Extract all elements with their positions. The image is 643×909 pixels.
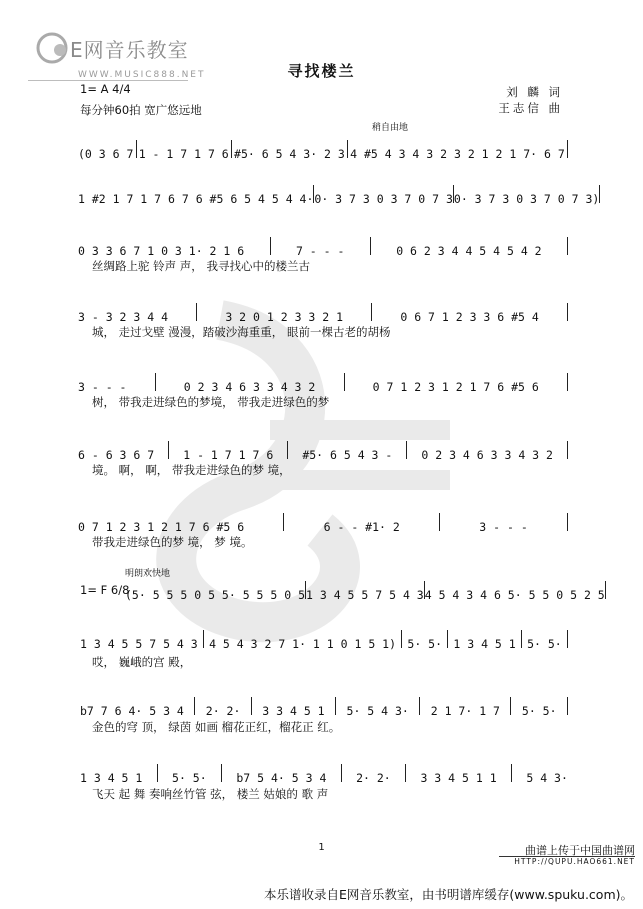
measure: 2 1 7· 1 7 [430, 704, 500, 718]
measure: 7 - - - [295, 244, 345, 258]
brand-name: E网音乐教室 [70, 38, 189, 62]
measure: 1 3 4 5 1 [453, 637, 516, 651]
measure: b7 5 4· 5 3 4 [236, 771, 327, 785]
measure: b7 7 6 4· 5 3 4 [80, 704, 184, 718]
measure: 0 2 3 4 6 3 3 4 3 2 [421, 448, 553, 462]
measure: 4 5 4 3 4 6 5· 5 5 0 5 2 5 [424, 588, 605, 602]
score-row-7 [78, 513, 568, 534]
lyric-line: 飞天 起 舞 奏响丝竹管 弦， 楼兰 姑娘的 歌 声 [92, 787, 329, 801]
measure: 4 5 4 3 2 7 1· 1 1 0 1 5 1) [209, 637, 397, 651]
tempo-marking: 每分钟60拍 宽广悠远地 [80, 103, 202, 117]
measure: 0 7 1 2 3 1 2 1 7 6 #5 6 [372, 380, 539, 394]
measure: 2· 2· [356, 771, 391, 785]
measure: 5· 5· [527, 637, 562, 651]
lyric-line: 树， 带我走进绿色的梦境， 带我走进绿色的梦 [92, 395, 330, 409]
section-tag-free: 稍自由地 [372, 123, 409, 133]
measure: 5· 5· [407, 637, 443, 651]
measure: 5· 5· [172, 771, 207, 785]
measure: 1 3 4 5 5 7 5 4 3 [80, 637, 198, 651]
score-row-8 [125, 581, 605, 602]
measure: 0 3 3 6 7 1 0 3 1· 2 1 6 [78, 244, 245, 258]
measure: #5· 6 5 4 3· 2 3 [234, 147, 345, 161]
measure: 6 - 6 3 6 7 [78, 448, 155, 462]
measure: 3 - - - [479, 520, 528, 534]
score-row-10 [80, 697, 568, 718]
measure: 3 - 3 2 3 4 4 [78, 310, 169, 324]
score-row-2 [78, 185, 600, 206]
page-number: 1 [318, 842, 325, 853]
measure: 1 3 4 5 1 [80, 771, 143, 785]
upload-site-label: 曲谱上传于中国曲谱网 [525, 844, 635, 857]
measure: 0· 3 7 3 0 3 7 0 7 3) [453, 192, 600, 206]
brand-domain: WWW.MUSIC888.NET [78, 70, 206, 80]
lyric-line: 哎， 巍峨的宫 殿， [92, 655, 192, 669]
score-row-5 [78, 373, 568, 394]
key-signature: 1= A 4/4 [80, 82, 131, 96]
footer-credit: 本乐谱收录自E网音乐教室，由书明谱库缓存(www.spuku.com)。 [264, 887, 633, 902]
upload-site-url[interactable]: HTTP://QUPU.HAO661.NET [514, 857, 635, 866]
measure: 3 - - - [78, 380, 127, 394]
score-row-1 [78, 140, 568, 161]
measure: 2· 2· [205, 704, 241, 718]
measure: 1 - 1 7 1 7 6 [138, 147, 229, 161]
measure: 4 #5 4 3 4 3 2 3 2 1 2 1 7· 6 7 [350, 147, 565, 161]
measure: 1 #2 1 7 1 7 6 7 6 #5 6 5 4 5 4 4· [78, 192, 314, 206]
composer-credit: 王志信 曲 [498, 101, 563, 115]
measure: 3 3 4 5 1 1 [420, 771, 497, 785]
measure: (5· 5 5 5 0 5 5· 5 5 5 0 5 [125, 588, 306, 602]
lyricist-credit: 刘 麟 词 [506, 85, 563, 99]
lyric-line: 境。 啊， 啊， 带我走进绿色的梦 境， [92, 463, 291, 477]
lyric-line: 丝绸路上驼 铃声 声， 我寻找心中的楼兰古 [92, 259, 310, 273]
measure: 0 6 2 3 4 4 5 4 5 4 2 [396, 244, 542, 258]
measure: 0· 3 7 3 0 3 7 0 7 3 [314, 192, 453, 206]
measure: 5· 5 4 3· [346, 704, 409, 718]
measure: 3 3 4 5 1 [262, 704, 325, 718]
measure: 5· 5· [521, 704, 557, 718]
measure: 1 3 4 5 5 7 5 4 3 [306, 588, 424, 602]
lyric-line: 金色的穹 顶， 绿茵 如画 榴花正红，榴花正 红。 [92, 720, 341, 734]
score-row-11 [80, 764, 568, 785]
score-row-9 [80, 630, 568, 651]
measure: 0 6 7 1 2 3 3 6 #5 4 [400, 310, 539, 324]
measure: 0 2 3 4 6 3 3 4 3 2 [183, 380, 316, 394]
lyric-line: 城， 走过戈壁 漫漫，踏破沙海重重， 眼前一棵古老的胡杨 [92, 325, 391, 339]
measure: #5· 6 5 4 3 - [302, 448, 393, 462]
measure: (0 3 6 7 [78, 147, 134, 161]
measure: 0 7 1 2 3 1 2 1 7 6 #5 6 [78, 520, 245, 534]
key-signature-2: 1= F 6/8 [80, 583, 130, 597]
measure: 1 - 1 7 1 7 6 [183, 448, 274, 462]
section-tag-lively: 明朗欢快地 [125, 569, 171, 579]
measure: 6 - - #1· 2 [323, 520, 400, 534]
score-row-6 [78, 441, 568, 462]
measure: 3 2 0 1 2 3 3 2 1 [225, 310, 344, 324]
lyric-line: 带我走进绿色的梦 境， 梦 境。 [92, 535, 253, 549]
score-row-4 [78, 303, 568, 324]
score-row-3 [78, 237, 568, 258]
measure: 5 4 3· [526, 771, 568, 785]
song-title: 寻找楼兰 [287, 62, 356, 80]
